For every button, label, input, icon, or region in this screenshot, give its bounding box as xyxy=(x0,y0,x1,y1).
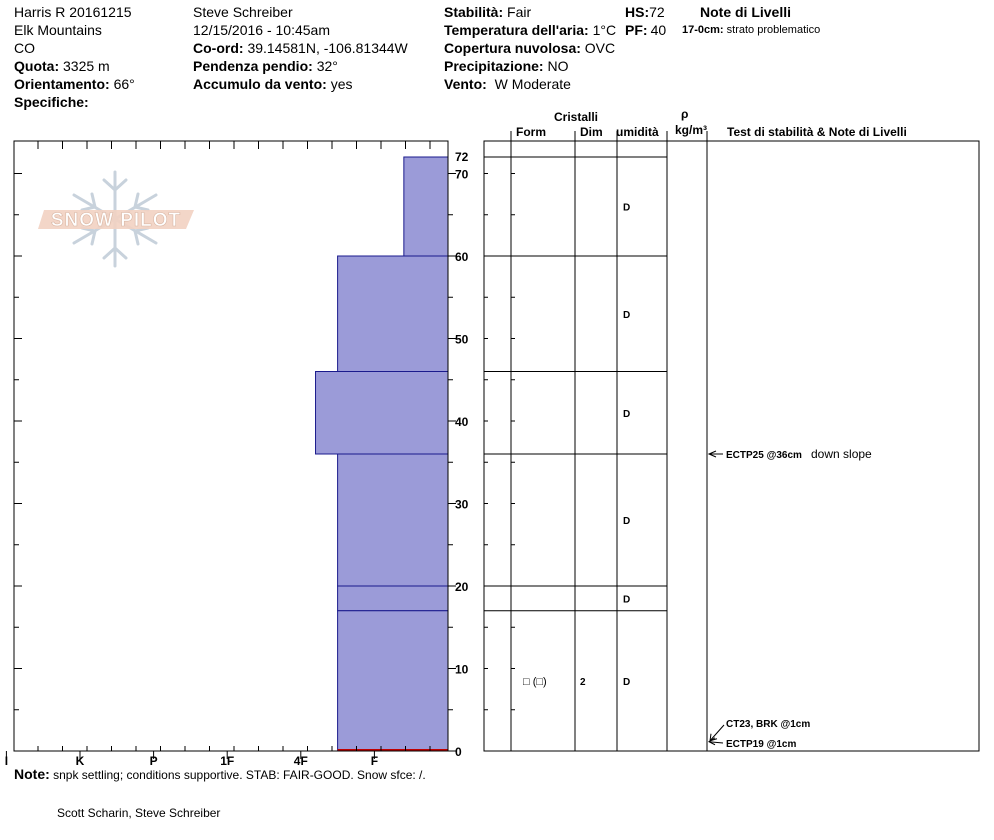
table-frame xyxy=(484,141,979,751)
moisture-4: D xyxy=(623,594,631,606)
col-umidita: umidità xyxy=(616,125,659,139)
specifics-label: Specifiche: xyxy=(14,94,89,110)
col-cristalli: Cristalli xyxy=(554,110,599,124)
hardness-layer-3 xyxy=(338,454,448,586)
mountain-range: Elk Mountains xyxy=(14,22,102,38)
moisture-0: D xyxy=(623,202,631,214)
x-tick-label: K xyxy=(75,754,85,768)
note-label: Note: xyxy=(14,766,50,782)
moisture-2: D xyxy=(623,408,631,420)
x-tick-label: I xyxy=(4,754,9,768)
col-rho: ρ xyxy=(681,107,689,121)
slope-label: Pendenza pendio: xyxy=(193,58,313,74)
y-tick-label: 10 xyxy=(455,662,469,677)
stability-value: Fair xyxy=(507,4,532,20)
x-tick-label: 4F xyxy=(293,754,308,768)
col-stability-notes: Test di stabilità & Note di Livelli xyxy=(727,125,907,139)
y-tick-label: 20 xyxy=(455,580,469,594)
elevation-value: 3325 m xyxy=(63,58,110,74)
coord-value: 39.14581N, -106.81344W xyxy=(247,40,408,56)
col-dim: Dim xyxy=(580,125,603,139)
pf-value: 40 xyxy=(650,22,667,38)
y-tick-label: 70 xyxy=(455,167,469,182)
stability-test-1: CT23, BRK @1cm xyxy=(726,719,811,730)
pit-name: Harris R 20161215 xyxy=(14,4,132,20)
wind-value: W Moderate xyxy=(494,76,571,92)
wind-loading-value: yes xyxy=(330,76,353,92)
snow-pilot-logo xyxy=(38,172,194,266)
col-form: Form xyxy=(516,125,546,139)
col-density-unit: kg/m³ xyxy=(675,123,708,137)
hardness-layer-0 xyxy=(404,157,448,256)
aspect-label: Orientamento: xyxy=(14,76,110,92)
moisture-3: D xyxy=(623,516,631,527)
grain-form-5: □ (□) xyxy=(523,675,547,688)
moisture-1: D xyxy=(623,309,631,321)
y-tick-label: 72 xyxy=(455,150,469,164)
wind-label: Vento: xyxy=(444,76,487,92)
x-tick-label: F xyxy=(370,754,379,768)
footer-note xyxy=(14,766,426,783)
cloud-label: Copertura nuvolosa: xyxy=(444,40,581,56)
aspect-value: 66° xyxy=(113,76,135,92)
layer-notes-title: Note di Livelli xyxy=(700,4,792,20)
y-tick-label: 30 xyxy=(455,497,469,512)
hardness-layer-1 xyxy=(338,256,448,372)
state: CO xyxy=(14,40,35,56)
observer: Steve Schreiber xyxy=(193,4,293,20)
air-temp-label: Temperatura dell'aria: xyxy=(444,22,589,38)
test-arrow-1 xyxy=(710,725,724,741)
wind-loading-label: Accumulo da vento: xyxy=(193,76,327,92)
precip-value: NO xyxy=(547,58,569,74)
footer-observers: Scott Scharin, Steve Schreiber xyxy=(57,806,221,820)
grain-size-5: 2 xyxy=(580,676,586,688)
stability-test-2: ECTP19 @1cm xyxy=(726,739,797,750)
x-tick-label: 1F xyxy=(220,754,235,768)
hs-value: 72 xyxy=(649,4,665,20)
stability-test-0: ECTP25 @36cm xyxy=(726,450,802,461)
precip-label: Precipitazione: xyxy=(444,58,544,74)
moisture-5: D xyxy=(623,676,631,688)
logo-text: SNOW PILOT xyxy=(50,210,182,231)
note-text: snpk settling; conditions supportive. STAB: FAIR-GOOD. Snow sfce: /. xyxy=(53,768,426,782)
hardness-layer-5 xyxy=(338,611,448,751)
y-tick-label: 50 xyxy=(455,332,469,347)
date-time: 12/15/2016 - 10:45am xyxy=(193,22,330,38)
hs-label: HS: xyxy=(625,4,650,20)
x-tick-label: P xyxy=(149,754,158,768)
pf-label: PF: xyxy=(625,22,648,38)
slope-value: 32° xyxy=(316,58,338,74)
stability-label: Stabilità: xyxy=(444,4,504,20)
y-tick-label: 0 xyxy=(455,745,462,759)
air-temp-value: 1°C xyxy=(592,22,617,38)
layer-note-text: strato problematico xyxy=(726,24,821,36)
layer-note-depth: 17-0cm: xyxy=(682,24,724,36)
stability-test-note-0: down slope xyxy=(811,447,872,461)
cloud-value: OVC xyxy=(584,40,616,56)
elevation-label: Quota: xyxy=(14,58,60,74)
hardness-layer-2 xyxy=(316,372,448,455)
y-tick-label: 60 xyxy=(455,250,469,264)
hardness-layer-4 xyxy=(338,586,448,611)
y-tick-label: 40 xyxy=(455,415,469,429)
coord-label: Co-ord: xyxy=(193,40,244,56)
